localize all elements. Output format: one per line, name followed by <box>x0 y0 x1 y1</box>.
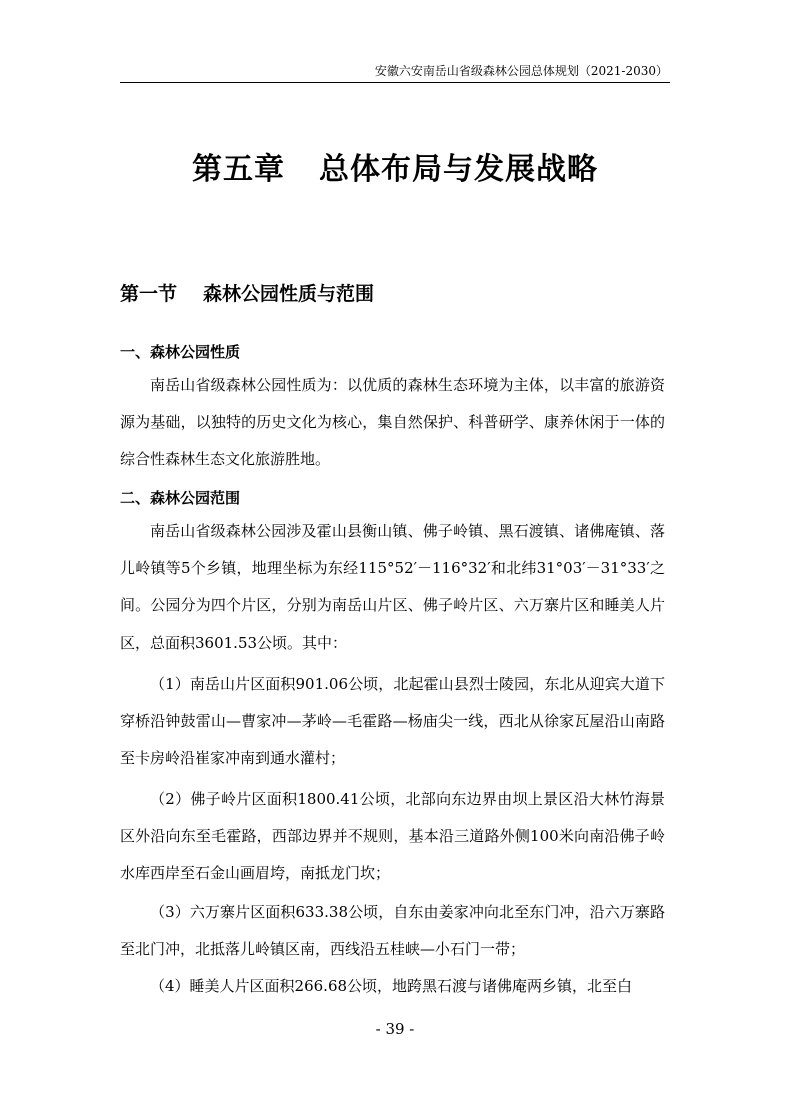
page-number: - 39 - <box>375 1020 415 1038</box>
header-title: 安徽六安南岳山省级森林公园总体规划（2021-2030） <box>374 64 668 78</box>
paragraph-area-1: （1）南岳山片区面积901.06公顷，北起霍山县烈士陵园，东北从迎宾大道下穿桥沿钟鼓雷山—曹家冲—茅岭—毛霍路—杨庙尖一线，西北从徐家瓦屋沿山南路至卡房岭沿崔家冲南到通水灌村； <box>120 675 665 768</box>
section-number: 第一节 <box>120 283 178 305</box>
chapter-title: 总体布局与发展战略 <box>319 152 598 187</box>
page-header <box>120 64 670 83</box>
paragraph-area-4: （4）睡美人片区面积266.68公顷，地跨黑石渡与诸佛庵两乡镇，北至白 <box>150 977 633 995</box>
chapter-number: 第五章 <box>192 152 285 187</box>
chapter-heading <box>0 148 790 192</box>
section-title: 森林公园性质与范围 <box>203 283 375 305</box>
subsection-heading-scope: 二、森林公园范围 <box>120 489 241 507</box>
paragraph-scope: 南岳山省级森林公园涉及霍山县衡山镇、佛子岭镇、黑石渡镇、诸佛庵镇、落儿岭镇等5个乡镇，地理坐标为东经115°52′－116°32′和北纬31°03′－31°33′之间。公园分为四个片区，分别为南岳山片区、佛子岭片区、六万寨片区和睡美人片区，总面积3601.53公顷。其中： <box>120 522 665 652</box>
subsection-heading-nature: 一、森林公园性质 <box>120 343 241 361</box>
section-heading <box>120 280 374 308</box>
paragraph-area-2: （2）佛子岭片区面积1800.41公顷，北部向东边界由坝上景区沿大林竹海景区外沿向东至毛霍路，西部边界并不规则，基本沿三道路外侧100米向南沿佛子岭水库西岸至石金山画眉垮，南抵龙门坎； <box>120 790 665 883</box>
paragraph-nature: 南岳山省级森林公园性质为：以优质的森林生态环境为主体，以丰富的旅游资源为基础，以独特的历史文化为核心，集自然保护、科普研学、康养休闲于一体的综合性森林生态文化旅游胜地。 <box>120 376 665 469</box>
paragraph-area-3: （3）六万寨片区面积633.38公顷，自东由姜家冲向北至东门冲，沿六万寨路至北门冲，北抵落儿岭镇区南，西线沿五桂峡—小石门一带； <box>120 903 665 959</box>
